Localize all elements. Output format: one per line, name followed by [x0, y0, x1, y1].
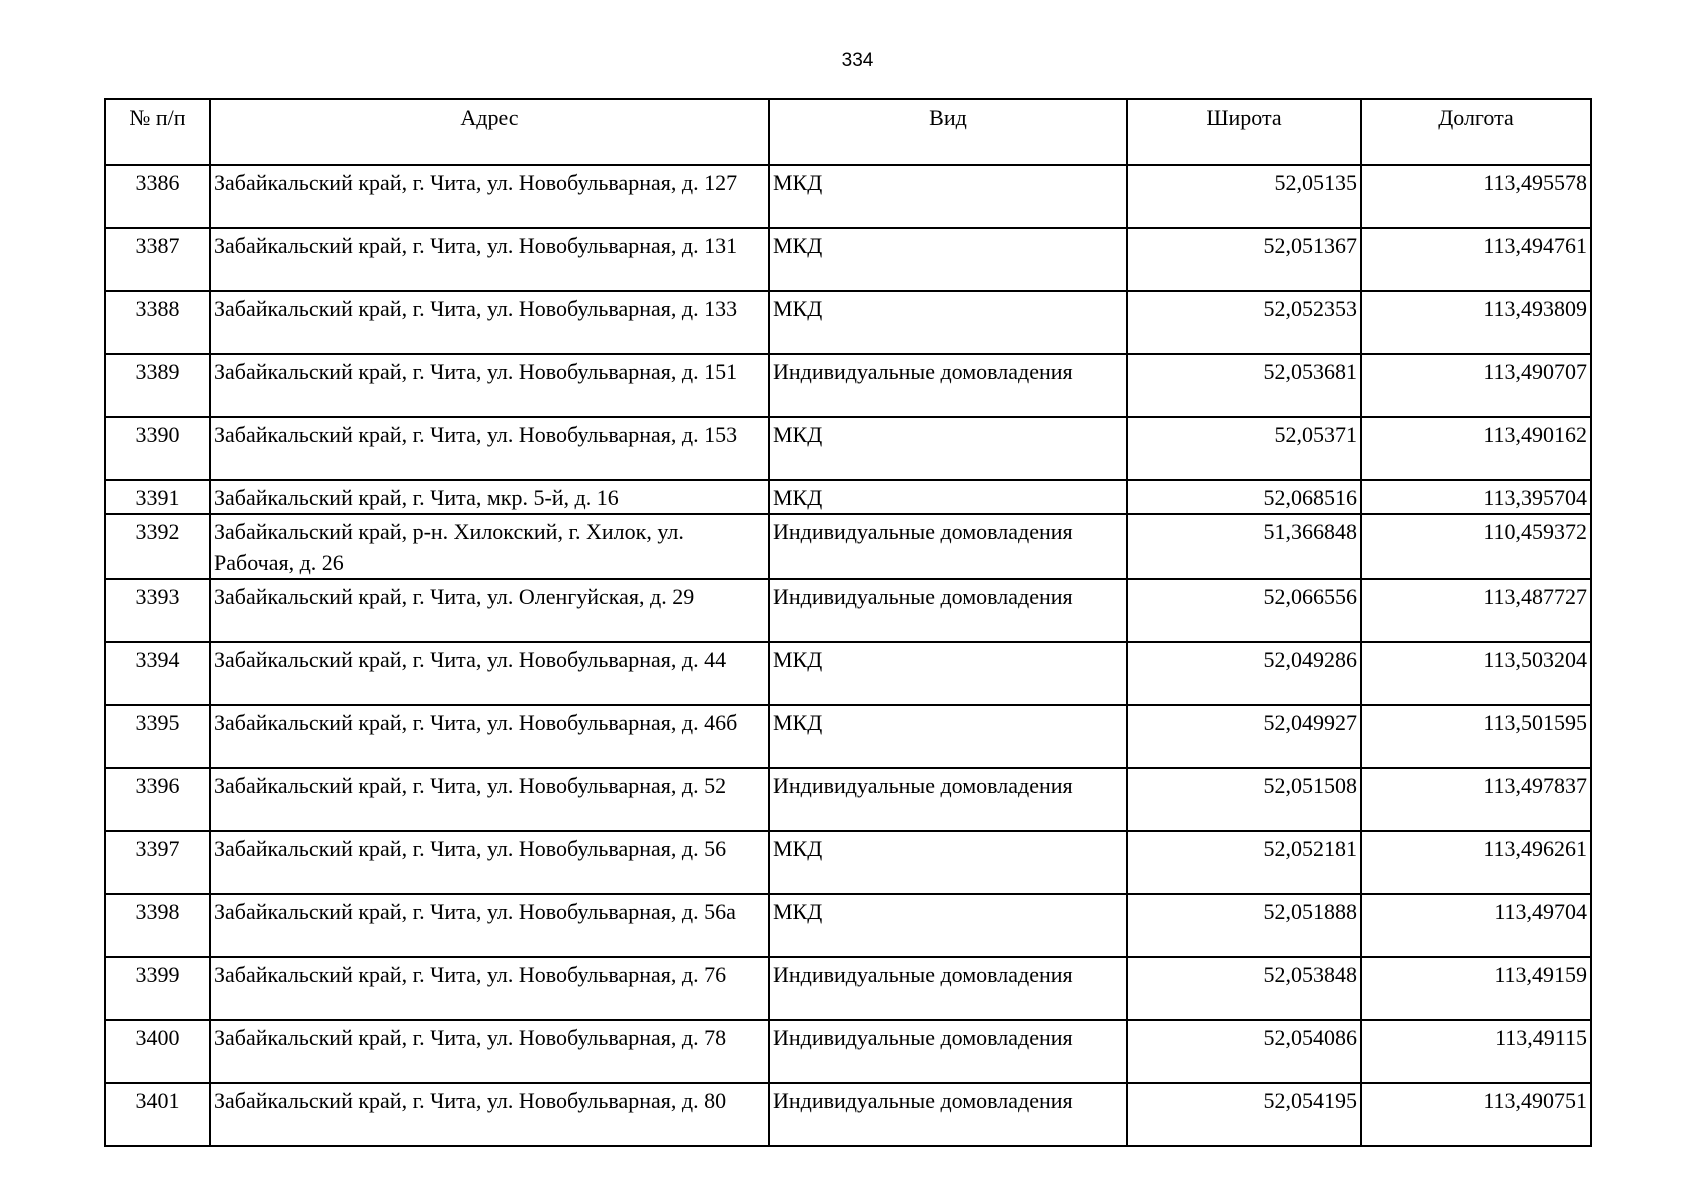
cell-address: Забайкальский край, г. Чита, ул. Новобульварная, д. 131 [210, 228, 769, 291]
cell-latitude: 52,05371 [1127, 417, 1361, 480]
table-row [105, 1083, 1591, 1146]
cell-latitude: 52,049927 [1127, 705, 1361, 768]
cell-num: 3397 [105, 831, 210, 894]
table-row [105, 480, 1591, 514]
cell-longitude: 113,494761 [1361, 228, 1591, 291]
header-kind: Вид [769, 99, 1127, 165]
cell-num: 3391 [105, 480, 210, 514]
cell-latitude: 52,052353 [1127, 291, 1361, 354]
cell-longitude: 113,49115 [1361, 1020, 1591, 1083]
cell-num: 3400 [105, 1020, 210, 1083]
cell-latitude: 52,05135 [1127, 165, 1361, 228]
table-row [105, 768, 1591, 831]
cell-address: Забайкальский край, г. Чита, ул. Новобульварная, д. 44 [210, 642, 769, 705]
cell-latitude: 52,054195 [1127, 1083, 1361, 1146]
cell-address: Забайкальский край, г. Чита, ул. Новобульварная, д. 153 [210, 417, 769, 480]
cell-latitude: 52,052181 [1127, 831, 1361, 894]
cell-address: Забайкальский край, г. Чита, ул. Новобульварная, д. 46б [210, 705, 769, 768]
cell-kind: МКД [769, 417, 1127, 480]
cell-num: 3399 [105, 957, 210, 1020]
table-row [105, 354, 1591, 417]
page-number: 334 [841, 50, 874, 71]
cell-latitude: 52,049286 [1127, 642, 1361, 705]
cell-address: Забайкальский край, г. Чита, мкр. 5-й, д. 16 [210, 480, 769, 514]
cell-num: 3401 [105, 1083, 210, 1146]
cell-num: 3389 [105, 354, 210, 417]
cell-address: Забайкальский край, г. Чита, ул. Оленгуйская, д. 29 [210, 579, 769, 642]
cell-num: 3388 [105, 291, 210, 354]
cell-latitude: 52,051367 [1127, 228, 1361, 291]
cell-address: Забайкальский край, г. Чита, ул. Новобульварная, д. 127 [210, 165, 769, 228]
cell-num: 3393 [105, 579, 210, 642]
cell-latitude: 51,366848 [1127, 514, 1361, 579]
cell-longitude: 113,487727 [1361, 579, 1591, 642]
cell-latitude: 52,066556 [1127, 579, 1361, 642]
cell-kind: Индивидуальные домовладения [769, 579, 1127, 642]
cell-address: Забайкальский край, г. Чита, ул. Новобульварная, д. 78 [210, 1020, 769, 1083]
cell-latitude: 52,068516 [1127, 480, 1361, 514]
cell-longitude: 113,49159 [1361, 957, 1591, 1020]
cell-latitude: 52,051888 [1127, 894, 1361, 957]
cell-longitude: 113,497837 [1361, 768, 1591, 831]
cell-kind: Индивидуальные домовладения [769, 514, 1127, 579]
cell-address: Забайкальский край, г. Чита, ул. Новобульварная, д. 151 [210, 354, 769, 417]
cell-latitude: 52,053848 [1127, 957, 1361, 1020]
table-row [105, 1020, 1591, 1083]
cell-kind: Индивидуальные домовладения [769, 1083, 1127, 1146]
cell-kind: МКД [769, 228, 1127, 291]
header-num: № п/п [105, 99, 210, 165]
cell-kind: МКД [769, 480, 1127, 514]
cell-longitude: 113,496261 [1361, 831, 1591, 894]
cell-longitude: 113,503204 [1361, 642, 1591, 705]
cell-kind: МКД [769, 894, 1127, 957]
cell-address: Забайкальский край, г. Чита, ул. Новобульварная, д. 80 [210, 1083, 769, 1146]
cell-num: 3395 [105, 705, 210, 768]
cell-kind: МКД [769, 291, 1127, 354]
cell-longitude: 113,495578 [1361, 165, 1591, 228]
table-row [105, 514, 1591, 579]
cell-address: Забайкальский край, г. Чита, ул. Новобульварная, д. 56а [210, 894, 769, 957]
cell-longitude: 113,490707 [1361, 354, 1591, 417]
table-row [105, 894, 1591, 957]
cell-latitude: 52,054086 [1127, 1020, 1361, 1083]
cell-address: Забайкальский край, г. Чита, ул. Новобульварная, д. 133 [210, 291, 769, 354]
cell-address: Забайкальский край, р-н. Хилокский, г. Хилок, ул. Рабочая, д. 26 [210, 514, 769, 579]
table-row [105, 417, 1591, 480]
address-table [104, 98, 1592, 1147]
cell-latitude: 52,053681 [1127, 354, 1361, 417]
cell-longitude: 113,49704 [1361, 894, 1591, 957]
cell-num: 3396 [105, 768, 210, 831]
cell-num: 3398 [105, 894, 210, 957]
cell-num: 3390 [105, 417, 210, 480]
table-row [105, 957, 1591, 1020]
table-row [105, 165, 1591, 228]
cell-kind: МКД [769, 831, 1127, 894]
cell-num: 3386 [105, 165, 210, 228]
table-row [105, 831, 1591, 894]
cell-kind: МКД [769, 705, 1127, 768]
cell-num: 3394 [105, 642, 210, 705]
cell-kind: Индивидуальные домовладения [769, 354, 1127, 417]
cell-address: Забайкальский край, г. Чита, ул. Новобульварная, д. 56 [210, 831, 769, 894]
cell-kind: Индивидуальные домовладения [769, 957, 1127, 1020]
table-row [105, 579, 1591, 642]
table-header-row [105, 99, 1591, 165]
cell-longitude: 113,493809 [1361, 291, 1591, 354]
table-row [105, 291, 1591, 354]
cell-longitude: 113,490751 [1361, 1083, 1591, 1146]
header-longitude: Долгота [1361, 99, 1591, 165]
cell-num: 3392 [105, 514, 210, 579]
table-row [105, 642, 1591, 705]
header-latitude: Широта [1127, 99, 1361, 165]
cell-kind: Индивидуальные домовладения [769, 768, 1127, 831]
cell-longitude: 113,395704 [1361, 480, 1591, 514]
cell-latitude: 52,051508 [1127, 768, 1361, 831]
cell-longitude: 113,490162 [1361, 417, 1591, 480]
header-address: Адрес [210, 99, 769, 165]
cell-longitude: 110,459372 [1361, 514, 1591, 579]
cell-kind: МКД [769, 642, 1127, 705]
table-row [105, 228, 1591, 291]
cell-address: Забайкальский край, г. Чита, ул. Новобульварная, д. 52 [210, 768, 769, 831]
cell-num: 3387 [105, 228, 210, 291]
table-row [105, 705, 1591, 768]
cell-kind: МКД [769, 165, 1127, 228]
cell-address: Забайкальский край, г. Чита, ул. Новобульварная, д. 76 [210, 957, 769, 1020]
cell-longitude: 113,501595 [1361, 705, 1591, 768]
cell-kind: Индивидуальные домовладения [769, 1020, 1127, 1083]
